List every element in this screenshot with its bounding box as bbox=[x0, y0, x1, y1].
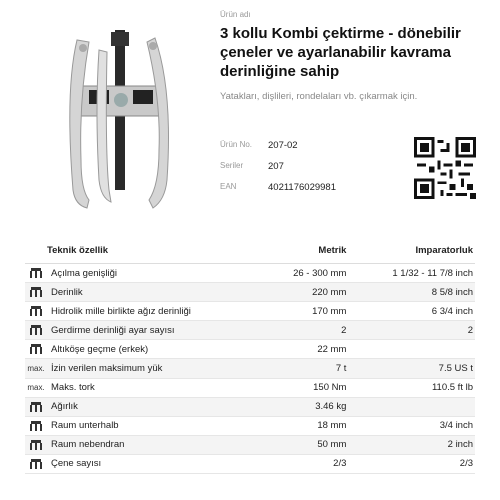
meta-key: EAN bbox=[220, 182, 237, 191]
max-load-icon bbox=[25, 359, 47, 378]
meta-value: 207-02 bbox=[268, 140, 298, 151]
imperial-value: 2 inch bbox=[350, 435, 475, 454]
metric-value: 50 mm bbox=[264, 435, 350, 454]
imperial-header: Imparatorluk bbox=[350, 240, 475, 264]
spec-table bbox=[25, 240, 475, 474]
weight-icon bbox=[25, 397, 47, 416]
hex-icon bbox=[25, 340, 47, 359]
table-row bbox=[25, 302, 475, 321]
spec-label: Çene sayısı bbox=[47, 454, 264, 473]
metric-value: 26 - 300 mm bbox=[264, 264, 350, 283]
table-row bbox=[25, 397, 475, 416]
imperial-value bbox=[350, 397, 475, 416]
imperial-value: 7.5 US t bbox=[350, 359, 475, 378]
metric-value: 220 mm bbox=[264, 283, 350, 302]
imperial-value: 8 5/8 inch bbox=[350, 283, 475, 302]
icon-text: max. bbox=[27, 383, 45, 393]
spec-label: Hidrolik mille birlikte ağız derinliği bbox=[47, 302, 264, 321]
imperial-value: 2/3 bbox=[350, 454, 475, 473]
table-row bbox=[25, 435, 475, 454]
meta-value: 207 bbox=[268, 161, 284, 172]
table-row bbox=[25, 416, 475, 435]
spec-label: Derinlik bbox=[47, 283, 264, 302]
imperial-value: 2 bbox=[350, 321, 475, 340]
metric-value: 3.46 kg bbox=[264, 397, 350, 416]
space-beside-icon bbox=[25, 435, 47, 454]
torque-icon bbox=[25, 378, 47, 397]
metric-value: 18 mm bbox=[264, 416, 350, 435]
table-row bbox=[25, 454, 475, 473]
metric-value: 150 Nm bbox=[264, 378, 350, 397]
spec-label: Raum unterhalb bbox=[47, 416, 264, 435]
imperial-value: 1 1/32 - 11 7/8 inch bbox=[350, 264, 475, 283]
jaw-count-icon bbox=[25, 454, 47, 473]
spec-label: Raum nebendran bbox=[47, 435, 264, 454]
feature-header: Teknik özellik bbox=[47, 240, 264, 264]
icon-text: max. bbox=[27, 364, 45, 374]
metric-value: 170 mm bbox=[264, 302, 350, 321]
icon-header bbox=[25, 240, 47, 264]
metric-value: 7 t bbox=[264, 359, 350, 378]
table-row bbox=[25, 283, 475, 302]
product-image bbox=[55, 30, 185, 215]
table-row bbox=[25, 359, 475, 378]
table-row bbox=[25, 264, 475, 283]
spec-header-row bbox=[25, 240, 475, 264]
imperial-value bbox=[350, 340, 475, 359]
metric-header: Metrik bbox=[264, 240, 350, 264]
meta-key: Seriler bbox=[220, 161, 244, 170]
table-row bbox=[25, 378, 475, 397]
table-row bbox=[25, 321, 475, 340]
spec-label: İzin verilen maksimum yük bbox=[47, 359, 264, 378]
imperial-value: 110.5 ft lb bbox=[350, 378, 475, 397]
imperial-value: 6 3/4 inch bbox=[350, 302, 475, 321]
imperial-value: 3/4 inch bbox=[350, 416, 475, 435]
spread-icon bbox=[25, 264, 47, 283]
table-row bbox=[25, 340, 475, 359]
spec-label: Ağırlık bbox=[47, 397, 264, 416]
spec-label: Maks. tork bbox=[47, 378, 264, 397]
space-below-icon bbox=[25, 416, 47, 435]
adjust-icon bbox=[25, 321, 47, 340]
metric-value: 2 bbox=[264, 321, 350, 340]
meta-key: Ürün No. bbox=[220, 140, 253, 149]
meta-value: 4021176029981 bbox=[268, 182, 336, 193]
spec-label: Gerdirme derinliği ayar sayısı bbox=[47, 321, 264, 340]
product-title: 3 kollu Kombi çektirme - dönebilir çeneler ve ayarlanabilir kavrama derinliğine sahip bbox=[220, 25, 461, 80]
depth-icon bbox=[25, 283, 47, 302]
spec-label: Açılma genişliği bbox=[47, 264, 264, 283]
product-subtitle: Yatakları, dişlileri, rondelaları vb. çıkarmak için. bbox=[220, 91, 418, 102]
spindle-depth-icon bbox=[25, 302, 47, 321]
spec-label: Altıköşe geçme (erkek) bbox=[47, 340, 264, 359]
qr-code bbox=[414, 137, 476, 199]
product-name-label: Ürün adı bbox=[220, 10, 251, 19]
metric-value: 2/3 bbox=[264, 454, 350, 473]
metric-value: 22 mm bbox=[264, 340, 350, 359]
